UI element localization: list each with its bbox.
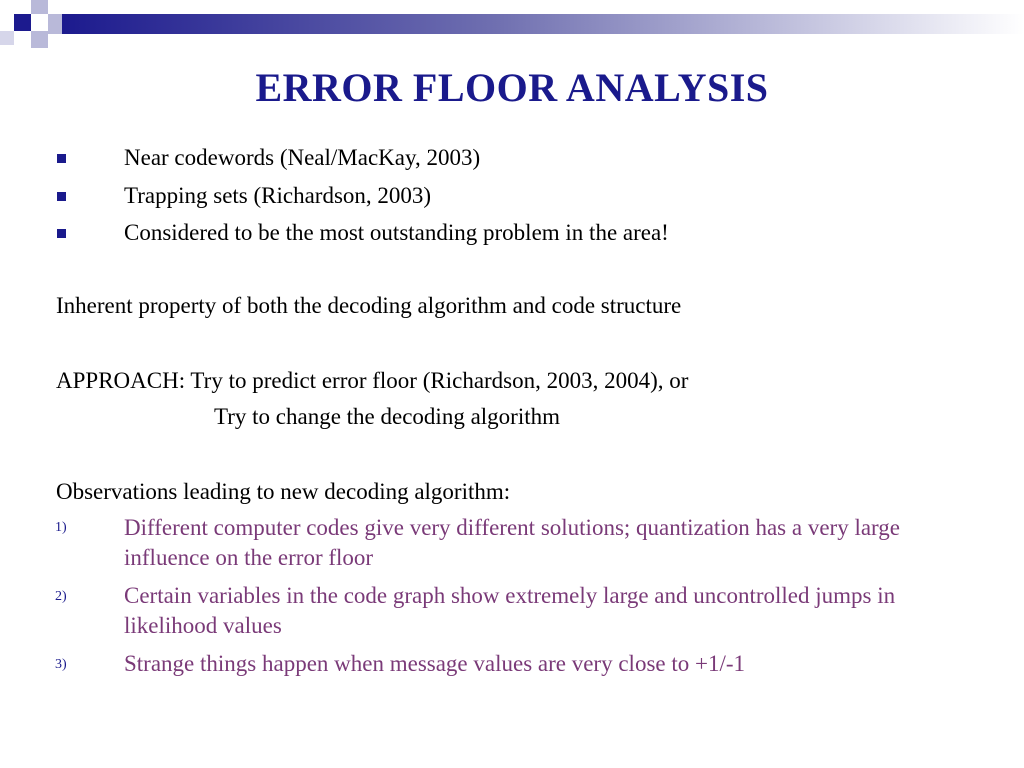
observation-text: Different computer codes give very different solutions; quantization has a very large influence on the error floor [124, 515, 901, 570]
bullet-item [0, 218, 1024, 256]
observation-text: Certain variables in the code graph show extremely large and uncontrolled jumps in likelihood values [124, 583, 896, 638]
bullet-item [0, 143, 1024, 181]
decor-square [48, 14, 62, 34]
observation-text: Strange things happen when message values are very close to +1/-1 [124, 651, 746, 676]
list-number: 1) [55, 520, 67, 535]
bullet-text: Considered to be the most outstanding problem in the area! [124, 220, 669, 245]
approach-line-2: Try to change the decoding algorithm [214, 404, 560, 429]
header-decoration [0, 0, 1024, 60]
slide-title: ERROR FLOOR ANALYSIS [255, 65, 769, 110]
property-paragraph: Inherent property of both the decoding algorithm and code structure [56, 293, 682, 318]
approach-line-1: APPROACH: Try to predict error floor (Richardson, 2003, 2004), or [56, 368, 689, 393]
bullet-text: Trapping sets (Richardson, 2003) [124, 182, 432, 208]
decor-square [14, 14, 31, 31]
bullet-item [0, 181, 1024, 219]
decor-square [31, 0, 48, 14]
decor-square [0, 31, 14, 45]
bullet-list [0, 143, 1024, 256]
list-number: 3) [55, 657, 67, 672]
list-number: 2) [55, 589, 67, 604]
decor-square [31, 31, 48, 48]
square-bullet-icon [57, 192, 66, 201]
square-bullet-icon [57, 154, 66, 163]
observations-heading: Observations leading to new decoding algorithm: [56, 479, 511, 504]
header-gradient-bar [62, 14, 1024, 34]
square-bullet-icon [57, 229, 66, 238]
bullet-text: Near codewords (Neal/MacKay, 2003) [124, 145, 481, 170]
